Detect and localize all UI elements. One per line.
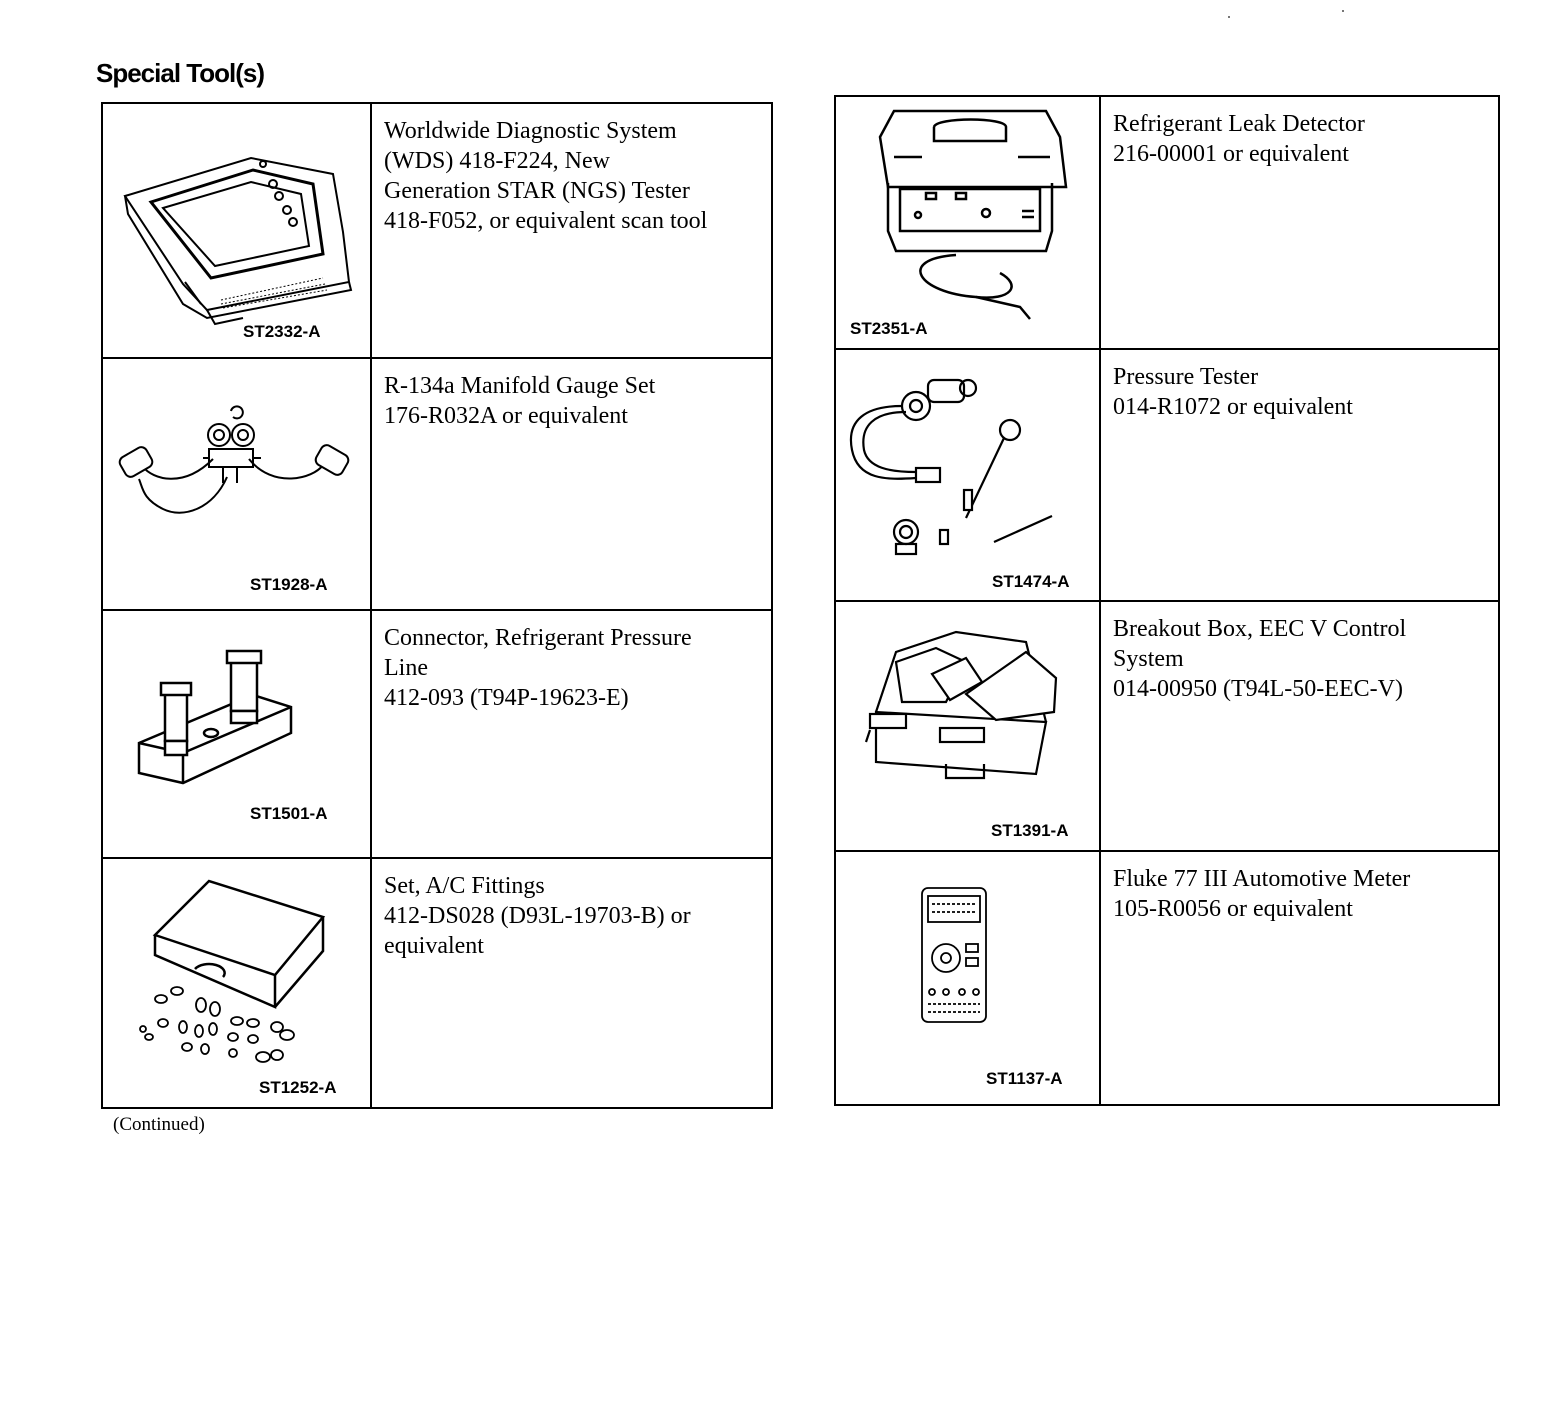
tool-code: ST1501-A	[250, 804, 328, 823]
tool-description-line: 014-R1072 or equivalent	[1113, 394, 1353, 420]
tool-row	[102, 103, 772, 358]
tool-description	[371, 103, 772, 358]
tool-description-line: 014-00950 (T94L-50-EEC-V)	[1113, 676, 1403, 702]
tool-row	[835, 96, 1499, 349]
tool-description-line: Fluke 77 III Automotive Meter	[1113, 866, 1411, 892]
manifold-gauge-illustration	[103, 359, 372, 611]
ac-fittings-set-illustration	[103, 859, 372, 1109]
breakout-box-illustration	[836, 602, 1101, 852]
tool-code: ST1391-A	[991, 821, 1069, 840]
tool-description-line: 412-093 (T94P-19623-E)	[384, 685, 629, 711]
tool-description-line: Line	[384, 655, 428, 681]
tool-illustration-cell	[835, 96, 1100, 349]
tool-code: ST1137-A	[986, 1069, 1063, 1088]
tool-description-line: 216-00001 or equivalent	[1113, 141, 1349, 167]
scan-speck	[1228, 16, 1230, 18]
automotive-meter-illustration	[836, 852, 1101, 1106]
pressure-tester-illustration	[836, 350, 1101, 602]
tool-description	[1100, 349, 1499, 601]
tool-row	[835, 349, 1499, 601]
tool-row	[835, 851, 1499, 1105]
tool-description-line: 418-F052, or equivalent scan tool	[384, 208, 708, 234]
tool-description-line: Breakout Box, EEC V Control	[1113, 616, 1407, 642]
tool-description-line: Connector, Refrigerant Pressure	[384, 625, 692, 651]
tool-description	[1100, 601, 1499, 851]
tool-description	[1100, 96, 1499, 349]
tool-description-line: Refrigerant Leak Detector	[1113, 111, 1365, 137]
tool-code: ST1474-A	[992, 572, 1070, 591]
tool-description-line: R-134a Manifold Gauge Set	[384, 373, 656, 399]
tool-illustration-cell	[102, 610, 371, 858]
tool-description-line: 105-R0056 or equivalent	[1113, 896, 1353, 922]
tool-illustration-cell	[835, 851, 1100, 1105]
tool-illustration-cell	[835, 601, 1100, 851]
tool-description-line: Worldwide Diagnostic System	[384, 118, 677, 144]
tool-code: ST1928-A	[250, 575, 328, 594]
tool-description	[371, 358, 772, 610]
tool-code: ST2351-A	[850, 319, 928, 338]
tool-row	[835, 601, 1499, 851]
tool-row	[102, 610, 772, 858]
tool-illustration-cell	[102, 858, 371, 1108]
special-tools-table-left	[101, 102, 773, 1109]
tool-description-line: equivalent	[384, 933, 484, 959]
page-title: Special Tool(s)	[96, 58, 264, 88]
tool-illustration-cell	[102, 103, 371, 358]
tool-description-line: Pressure Tester	[1113, 364, 1259, 390]
tool-code: ST2332-A	[243, 322, 321, 341]
tool-description-line: Generation STAR (NGS) Tester	[384, 178, 690, 204]
leak-detector-illustration	[836, 97, 1101, 350]
tool-description	[1100, 851, 1499, 1105]
scan-speck	[1342, 10, 1344, 12]
tool-description-line: (WDS) 418-F224, New	[384, 148, 610, 174]
continued-note: (Continued)	[113, 1114, 205, 1135]
tool-illustration-cell	[102, 358, 371, 610]
tool-illustration-cell	[835, 349, 1100, 601]
tool-row	[102, 358, 772, 610]
tool-description-line: Set, A/C Fittings	[384, 873, 545, 899]
tool-description	[371, 610, 772, 858]
tool-row	[102, 858, 772, 1108]
special-tools-table-right	[834, 95, 1500, 1106]
tool-description-line: System	[1113, 646, 1184, 672]
tool-description	[371, 858, 772, 1108]
tool-description-line: 176-R032A or equivalent	[384, 403, 628, 429]
tool-description-line: 412-DS028 (D93L-19703-B) or	[384, 903, 691, 929]
tool-code: ST1252-A	[259, 1078, 337, 1097]
wds-tester-illustration	[103, 104, 372, 359]
pressure-line-connector-illustration	[103, 611, 372, 859]
